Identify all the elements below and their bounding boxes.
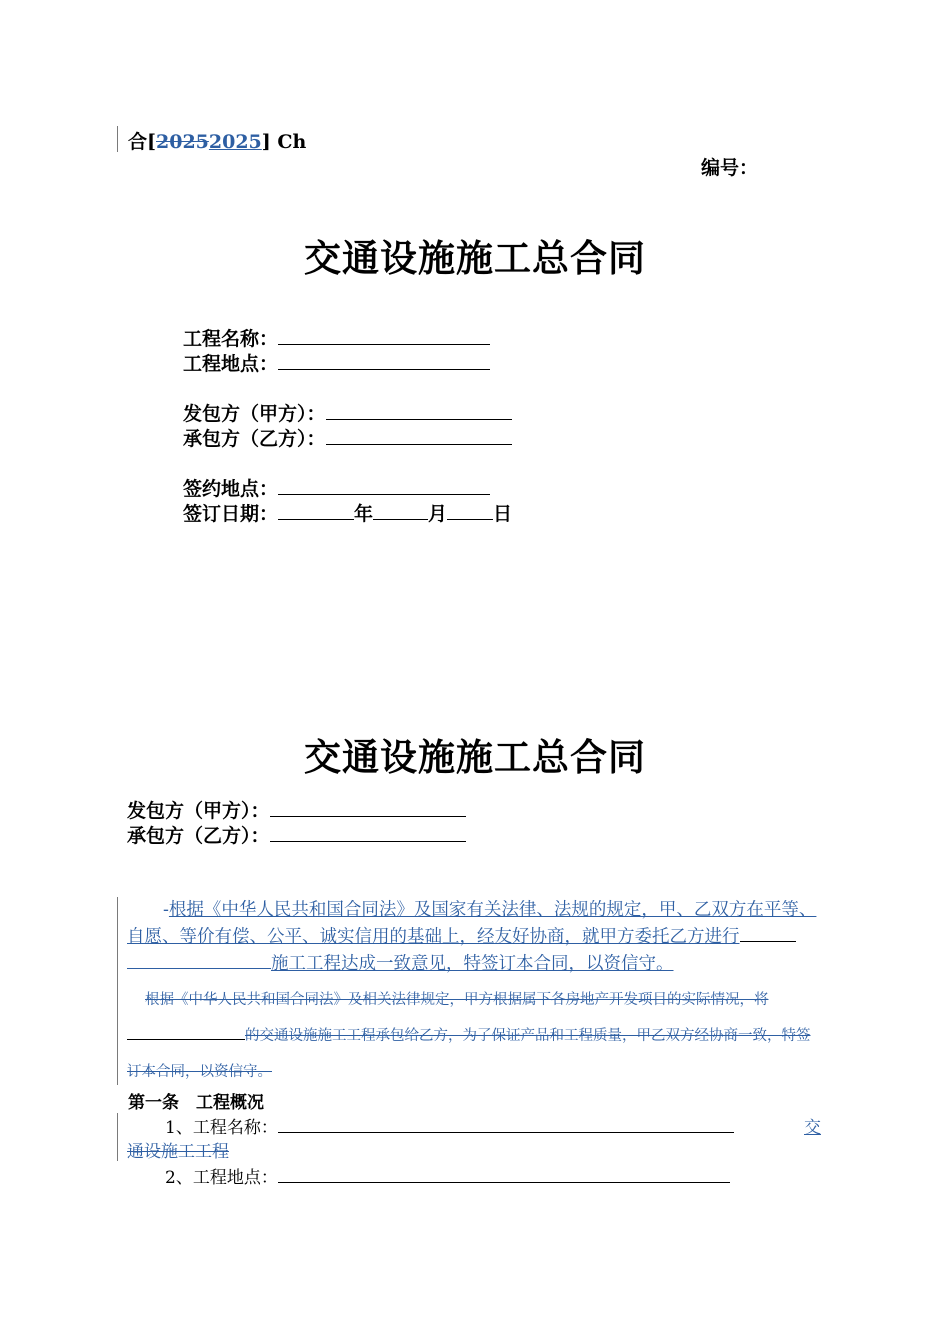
item-1-inserted: 交 (804, 1118, 821, 1138)
cover-party-a-label: 发包方（甲方）： (183, 403, 326, 425)
intro-inserted-part-1: 根据《中华人民共和国合同法》及国家有关法律、法规的规定，甲、乙双方在平等、自愿、等价有偿、公平、诚实信用的基础上，经友好协商，就甲方委托乙方进行 (127, 900, 817, 947)
cover-signing-date-field (183, 501, 512, 527)
serial-prefix: 合[ (128, 131, 156, 153)
cover-title: 交通设施施工总合同 (304, 236, 646, 280)
serial-deleted: 2025 (156, 131, 209, 153)
cover-party-b-label: 承包方（乙方）： (183, 428, 326, 450)
year-blank (278, 501, 354, 520)
body-party-a-field (127, 798, 466, 824)
cover-signing-place-field (183, 476, 490, 502)
article-1-heading: 第一条 工程概况 (128, 1093, 264, 1113)
item-2-blank (278, 1165, 730, 1183)
item-2-project-location (165, 1163, 730, 1188)
cover-signing-date-label: 签订日期： (183, 503, 279, 525)
body-party-b-label: 承包方（乙方）： (127, 825, 270, 847)
change-bar-item-1 (117, 1113, 118, 1161)
item-2-label: 2、工程地点： (165, 1168, 278, 1188)
item-1-project-name (165, 1113, 734, 1138)
change-bar-header (117, 126, 118, 152)
day-blank (447, 501, 493, 520)
intro-blank-2 (127, 950, 271, 969)
body-party-b-field (127, 823, 466, 849)
intro-paragraph-inserted (127, 898, 823, 977)
intro-inserted-part-2: 施工工程达成一致意见，特签订本合同，以资信守。 (271, 954, 674, 974)
intro-paragraph-deleted (127, 982, 823, 1090)
intro-deleted-part-1: 根据《中华人民共和国合同法》及相关法律规定，甲方根据属下各房地产开发项目的实际情况，将 (145, 992, 769, 1008)
month-label: 月 (428, 503, 448, 525)
cover-project-name-label: 工程名称： (183, 328, 279, 350)
cover-party-a-field (183, 401, 512, 427)
item-1-deleted: 通设施工工程 (127, 1142, 229, 1162)
intro-blank-1 (740, 923, 796, 942)
cover-party-a-blank (326, 401, 512, 420)
day-label: 日 (493, 503, 513, 525)
year-label: 年 (354, 503, 374, 525)
body-title: 交通设施施工总合同 (304, 735, 646, 779)
cover-signing-place-blank (278, 476, 490, 495)
item-1-blank (278, 1115, 734, 1133)
intro-deleted-part-2: 的交通设施施工工程承包给乙方，为了保证产品和工程质量，甲乙双方经协商一致，特签订本合同，以资信守。 (127, 1028, 811, 1080)
cover-project-name-blank (278, 326, 490, 345)
body-party-a-label: 发包方（甲方）： (127, 800, 270, 822)
change-bar-intro (117, 897, 118, 1085)
month-blank (373, 501, 428, 520)
cover-project-location-field (183, 351, 490, 377)
cover-party-b-blank (326, 426, 512, 445)
cover-signing-place-label: 签约地点： (183, 478, 279, 500)
serial-suffix: ] Ch (261, 131, 307, 153)
cover-project-location-label: 工程地点： (183, 353, 279, 375)
contract-serial (128, 127, 306, 154)
number-label: 编号： (701, 157, 759, 179)
serial-inserted: 2025 (208, 131, 262, 153)
cover-party-b-field (183, 426, 512, 452)
body-party-a-blank (270, 798, 466, 817)
intro-deleted-blank (127, 1024, 245, 1040)
body-party-b-blank (270, 823, 466, 842)
cover-project-location-blank (278, 351, 490, 370)
cover-project-name-field (183, 326, 490, 352)
intro-dash: - (163, 900, 169, 920)
item-1-label: 1、工程名称： (165, 1118, 278, 1138)
